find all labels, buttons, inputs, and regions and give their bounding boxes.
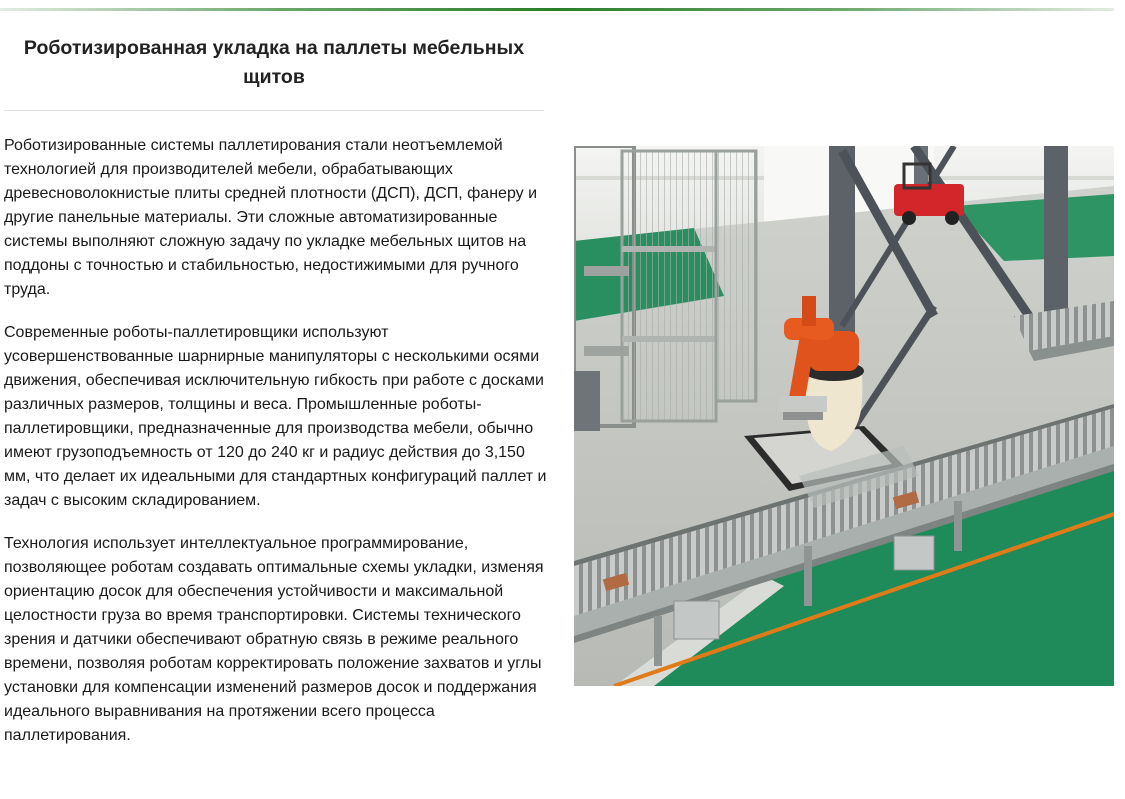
- top-accent-rule: [0, 8, 1114, 11]
- paragraph-2: Современные роботы-паллетировщики используют усовершенствованные шарнирные манипуляторы с несколькими осями движения, обеспечивая исключительную гибкость при работе с досками различных размеров, толщины и веса. Промышленные роботы-паллетировщики, предназначенные для производства мебели, обычно имеют грузоподъемность от 120 до 240 кг и радиус действия до 3,150 мм, что делает их идеальными для стандартных конфигураций паллет и задач с высоким складированием.: [4, 324, 547, 509]
- page-title: Роботизированная укладка на паллеты мебельных щитов: [23, 37, 525, 88]
- title-section: [4, 34, 544, 92]
- paragraph-1: Роботизированные системы паллетирования стали неотъемлемой технологией для производителей мебели, обрабатывающих древесноволокнистые плиты средней плотности (ДСП), ДСП, фанеру и другие панельные материалы. Эти сложные автоматизированные системы выполняют сложную задачу по укладке мебельных щитов на поддоны с точностью и стабильностью, недостижимыми для ручного труда.: [4, 137, 538, 298]
- paragraph-3: Технология использует интеллектуальное программирование, позволяющее роботам создавать оптимальные схемы укладки, изменяя ориентацию досок для обеспечения устойчивости и максимальной целостности груза во время транспортировки. Системы технического зрения и датчики обеспечивают обратную связь в режиме реального времени, позволяя роботам корректировать положение захватов и углы установки для компенсации изменений размеров досок и поддержания идеального выравнивания на протяжении всего процесса паллетирования.: [4, 535, 544, 744]
- title-divider: [4, 110, 544, 111]
- robot-palletizer-illustration: [574, 146, 1114, 686]
- article-body: [4, 134, 549, 767]
- robot-palletizer-photo: [574, 146, 1114, 686]
